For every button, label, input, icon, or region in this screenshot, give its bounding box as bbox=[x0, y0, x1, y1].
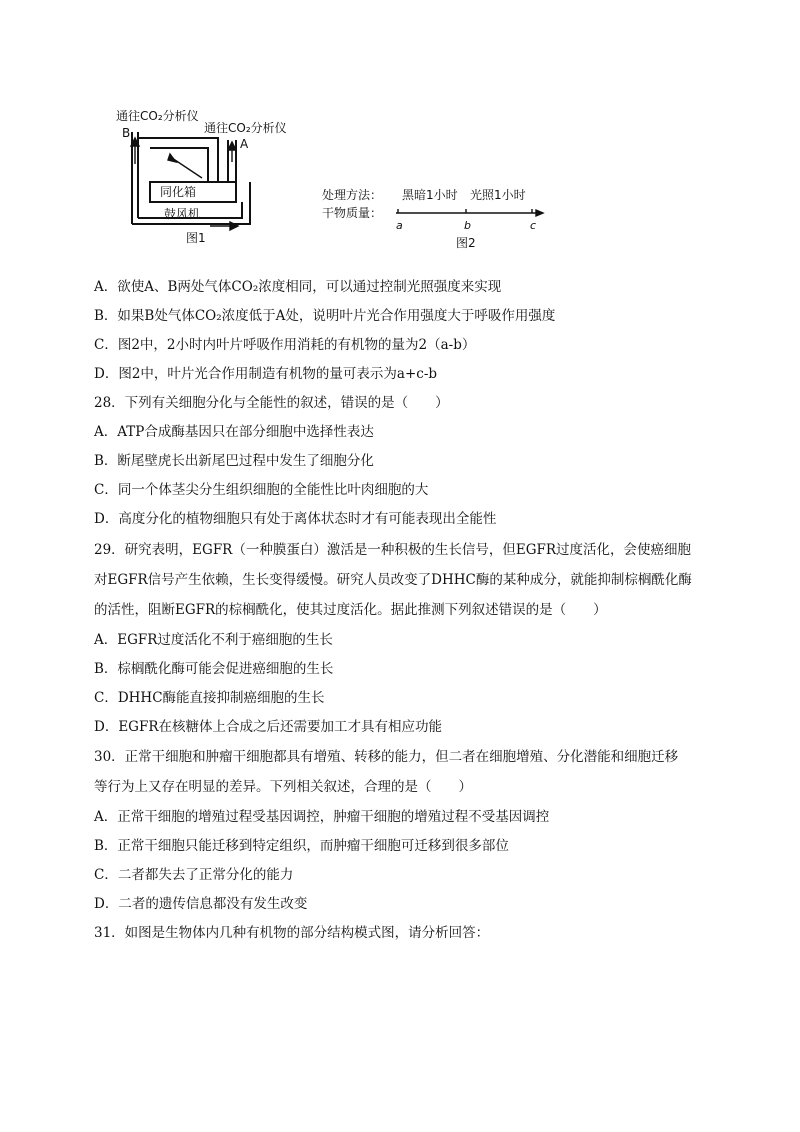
question-31: 31．如图是生物体内几种有机物的部分结构模式图，请分析回答： bbox=[94, 925, 490, 941]
dark-label: 黑暗1小时 bbox=[402, 188, 458, 202]
option-d-q27: D．图2中，叶片光合作用制造有机物的量可表示为a+c-b bbox=[94, 366, 438, 382]
option-d-q29: D．EGFR在核糖体上合成之后还需要加工才具有相应功能 bbox=[94, 719, 442, 735]
label-a-top: 通往CO₂分析仪 bbox=[204, 121, 287, 135]
point-c: c bbox=[530, 219, 537, 232]
label-a: A bbox=[240, 137, 249, 151]
light-label: 光照1小时 bbox=[470, 188, 526, 202]
option-a-q28: A．ATP合成酶基因只在部分细胞中选择性表达 bbox=[94, 424, 374, 440]
option-b-q27: B．如果B处气体CO₂浓度低于A处，说明叶片光合作用强度大于呼吸作用强度 bbox=[94, 308, 556, 324]
figure-2-timeline bbox=[320, 185, 550, 249]
figure-1-caption: 图1 bbox=[186, 231, 206, 245]
option-d-q30: D．二者的遗传信息都没有发生改变 bbox=[94, 896, 308, 912]
question-29-line-2: 对EGFR信号产生依赖，生长变得缓慢。研究人员改变了DHHC酶的某种成分，就能抑制棕榈酰化酶 bbox=[94, 572, 692, 588]
option-c-q28: C．同一个体茎尖分生组织细胞的全能性比叶肉细胞的大 bbox=[94, 482, 429, 498]
question-30-line-2: 等行为上又存在明显的差异。下列相关叙述，合理的是（ ） bbox=[94, 779, 472, 795]
question-29-line-3: 的活性，阻断EGFR的棕榈酰化，使其过度活化。据此推测下列叙述错误的是（ ） bbox=[94, 602, 607, 618]
option-d-q28: D．高度分化的植物细胞只有处于离体状态时才有可能表现出全能性 bbox=[94, 511, 497, 527]
question-28: 28．下列有关细胞分化与全能性的叙述，错误的是（ ） bbox=[94, 395, 449, 411]
figure-2-caption: 图2 bbox=[456, 236, 476, 249]
option-b-q29: B．棕榈酰化酶可能会促进癌细胞的生长 bbox=[94, 661, 334, 677]
option-b-q28: B．断尾壁虎长出新尾巴过程中发生了细胞分化 bbox=[94, 453, 374, 469]
option-b-q30: B．正常干细胞只能迁移到特定组织，而肿瘤干细胞可迁移到很多部位 bbox=[94, 838, 509, 854]
point-a: a bbox=[396, 219, 403, 232]
option-a-q29: A．EGFR过度活化不利于癌细胞的生长 bbox=[94, 632, 333, 648]
option-a-q27: A．欲使A、B两处气体CO₂浓度相同，可以通过控制光照强度来实现 bbox=[94, 279, 502, 295]
mass-label: 干物质量： bbox=[322, 206, 383, 220]
option-c-q30: C．二者都失去了正常分化的能力 bbox=[94, 867, 294, 883]
figure-1-apparatus bbox=[110, 104, 310, 252]
question-30-line-1: 30．正常干细胞和肿瘤干细胞都具有增殖、转移的能力，但二者在细胞增殖、分化潜能和细胞迁移 bbox=[94, 749, 679, 765]
blower-label: 鼓风机 bbox=[164, 207, 201, 221]
chamber-label: 同化箱 bbox=[160, 185, 197, 199]
point-b: b bbox=[464, 219, 471, 232]
option-c-q27: C．图2中，2小时内叶片呼吸作用消耗的有机物的量为2（a-b） bbox=[94, 337, 476, 353]
label-b: B bbox=[122, 126, 131, 140]
label-b-top: 通往CO₂分析仪 bbox=[116, 109, 199, 123]
option-c-q29: C．DHHC酶能直接抑制癌细胞的生长 bbox=[94, 690, 325, 706]
question-29-line-1: 29．研究表明，EGFR（一种膜蛋白）激活是一种积极的生长信号，但EGFR过度活化，会使癌细胞 bbox=[94, 542, 692, 558]
option-a-q30: A．正常干细胞的增殖过程受基因调控，肿瘤干细胞的增殖过程不受基因调控 bbox=[94, 809, 550, 825]
method-label: 处理方法： bbox=[322, 188, 383, 202]
